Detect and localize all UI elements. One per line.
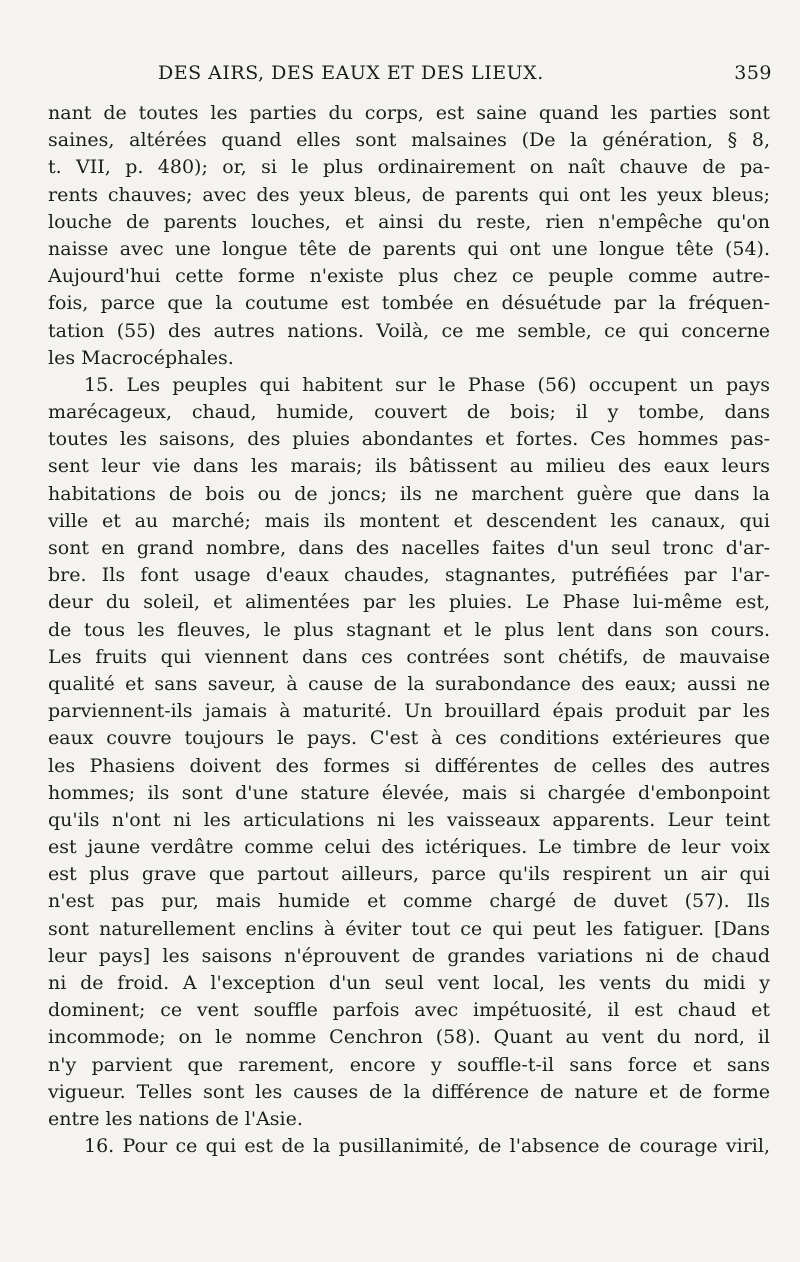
text-line: les Macrocéphales. [48, 346, 234, 369]
text-line: louche de parents louches, et ainsi du reste, rien n'empêche qu'on [48, 210, 770, 233]
text-line: bre. Ils font usage d'eaux chaudes, stagnantes, putréfiées par l'ar- [48, 564, 770, 587]
text-line: qu'ils n'ont ni les articulations ni les vaisseaux apparents. Leur teint [48, 808, 770, 831]
text-line: hommes; ils sont d'une stature élevée, mais si chargée d'embonpoint [48, 781, 770, 804]
text-line: n'est pas pur, mais humide et comme chargé de duvet (57). Ils [48, 890, 770, 913]
text-line: tation (55) des autres nations. Voilà, ce me semble, ce qui concerne [48, 319, 770, 342]
paragraph-start-line: 15. Les peuples qui habitent sur le Phase (56) occupent un pays [84, 373, 770, 396]
text-line: incommode; on le nomme Cenchron (58). Quant au vent du nord, il [48, 1026, 770, 1049]
text-line: saines, altérées quand elles sont malsaines (De la génération, § 8, [48, 129, 770, 152]
page-header [48, 62, 772, 90]
text-line: qualité et sans saveur, à cause de la surabondance des eaux; aussi ne [48, 672, 770, 695]
text-line: est plus grave que partout ailleurs, parce qu'ils respirent un air qui [48, 863, 770, 886]
text-line: parviennent-ils jamais à maturité. Un brouillard épais produit par les [48, 700, 770, 723]
text-line: sont en grand nombre, dans des nacelles faites d'un seul tronc d'ar- [48, 537, 770, 559]
text-line: habitations de bois ou de joncs; ils ne marchent guère que dans la [48, 482, 770, 505]
text-line: naisse avec une longue tête de parents qui ont une longue tête (54). [48, 237, 770, 260]
text-line: dominent; ce vent souffle parfois avec impétuosité, il est chaud et [48, 999, 770, 1022]
text-line: eaux couvre toujours le pays. C'est à ces conditions extérieures que [48, 727, 770, 750]
text-line: entre les nations de l'Asie. [48, 1107, 303, 1130]
text-line: marécageux, chaud, humide, couvert de bois; il y tombe, dans [48, 401, 770, 424]
text-line: Les fruits qui viennent dans ces contrées sont chétifs, de mauvaise [48, 645, 770, 668]
text-line: sont naturellement enclins à éviter tout ce qui peut les fatiguer. [Dans [48, 917, 770, 940]
text-line: les Phasiens doivent des formes si différentes de celles des autres [48, 754, 770, 777]
text-line: t. VII, p. 480); or, si le plus ordinairement on naît chauve de pa- [48, 156, 770, 179]
text-line: n'y parvient que rarement, encore y souffle-t-il sans force et sans [48, 1053, 770, 1076]
text-line: vigueur. Telles sont les causes de la différence de nature et de forme [48, 1080, 770, 1103]
text-line: ville et au marché; mais ils montent et descendent les canaux, qui [48, 509, 770, 532]
text-line: toutes les saisons, des pluies abondantes et fortes. Ces hommes pas- [48, 428, 770, 451]
paragraph-start-line: 16. Pour ce qui est de la pusillanimité, de l'absence de courage viril, [84, 1135, 770, 1158]
text-line: rents chauves; avec des yeux bleus, de parents qui ont les yeux bleus; [48, 183, 770, 206]
text-line: fois, parce que la coutume est tombée en désuétude par la fréquen- [48, 292, 770, 315]
text-line: deur du soleil, et alimentées par les pluies. Le Phase lui-même est, [48, 591, 770, 614]
running-title: DES AIRS, DES EAUX ET DES LIEUX. [158, 62, 544, 84]
text-line: leur pays] les saisons n'éprouvent de grandes variations ni de chaud [48, 944, 770, 967]
body-text [48, 100, 770, 1160]
text-line: nant de toutes les parties du corps, est saine quand les parties sont [48, 102, 770, 124]
page-number: 359 [734, 62, 772, 84]
text-line: ni de froid. A l'exception d'un seul vent local, les vents du midi y [48, 972, 770, 994]
text-line: de tous les fleuves, le plus stagnant et le plus lent dans son cours. [48, 618, 770, 641]
text-line: Aujourd'hui cette forme n'existe plus chez ce peuple comme autre- [48, 265, 770, 288]
text-line: sent leur vie dans les marais; ils bâtissent au milieu des eaux leurs [48, 455, 770, 478]
text-line: est jaune verdâtre comme celui des ictériques. Le timbre de leur voix [48, 836, 770, 859]
